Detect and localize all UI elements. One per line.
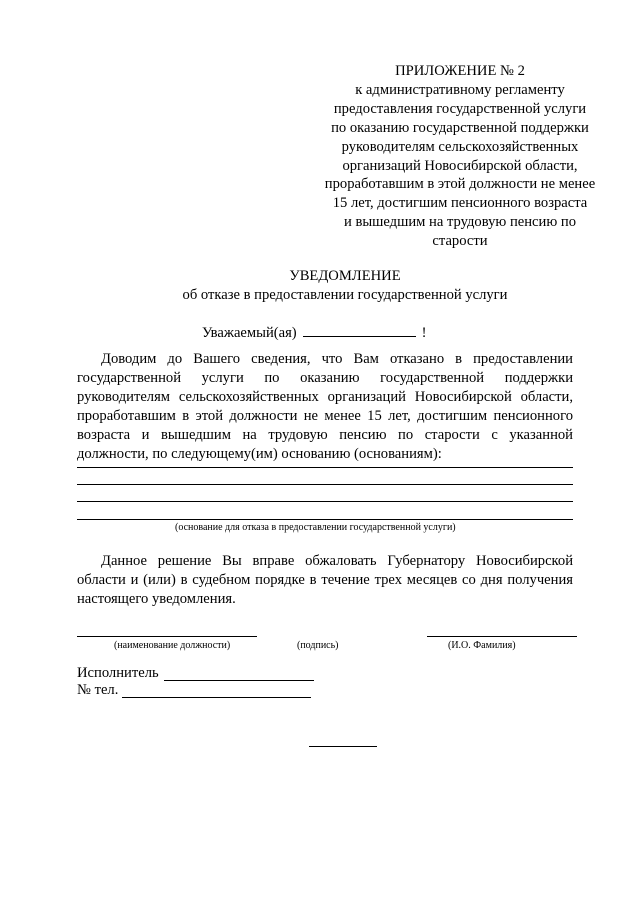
position-line [77,636,257,637]
executor-line [164,680,314,681]
reason-line [77,484,573,485]
position-caption: (наименование должности) [114,640,231,651]
refusal-paragraph: Доводим до Вашего сведения, что Вам отказано в предоставлении государственной услуги по оказанию государственной поддержки руководителям сельскохозяйственных организаций Новосибирской области, проработавшим в этой должности не менее 15 лет, достигшим пенсионного возраста и вышедшим на трудовую пенсию по старости с указанной должности, по следующему(им) основанию (основаниям): [77,351,573,462]
appendix-line: организаций Новосибирской области, [342,157,578,174]
phone-line [122,697,311,698]
greeting-prefix: Уважаемый(ая) [202,325,297,341]
name-line [427,636,577,637]
signature-caption: (подпись) [297,640,339,651]
reason-caption: (основание для отказа в предоставлении государственной услуги) [175,522,456,533]
appendix-line: руководителям сельскохозяйственных [341,138,579,155]
appendix-line: к административному регламенту [355,81,565,98]
end-separator [309,746,377,747]
appendix-line: старости [432,233,488,250]
executor-label: Исполнитель [77,665,159,681]
appendix-header [322,62,598,251]
reason-line [77,501,573,502]
appendix-line: и вышедшим на трудовую пенсию по [343,214,576,231]
notice-subtitle: об отказе в предоставлении государственной услуги [182,287,508,303]
phone-label: № тел. [77,682,119,698]
greeting [202,322,427,342]
recipient-name-blank [303,322,416,337]
appeal-paragraph: Данное решение Вы вправе обжаловать Губернатору Новосибирской области и (или) в судебном порядке в течение трех месяцев со дня получения настоящего уведомления. [77,553,573,607]
reason-line [77,519,573,520]
reason-line [77,467,573,468]
appendix-line: предоставления государственной услуги [333,100,587,117]
appendix-line: ПРИЛОЖЕНИЕ № 2 [395,63,525,79]
appendix-line: проработавшим в этой должности не менее [324,176,596,193]
appendix-line: по оказанию государственной поддержки [331,119,589,136]
greeting-suffix: ! [421,325,427,341]
notice-title: УВЕДОМЛЕНИЕ [289,268,401,284]
name-caption: (И.О. Фамилия) [448,640,516,651]
appendix-line: 15 лет, достигшим пенсионного возраста [332,195,588,212]
